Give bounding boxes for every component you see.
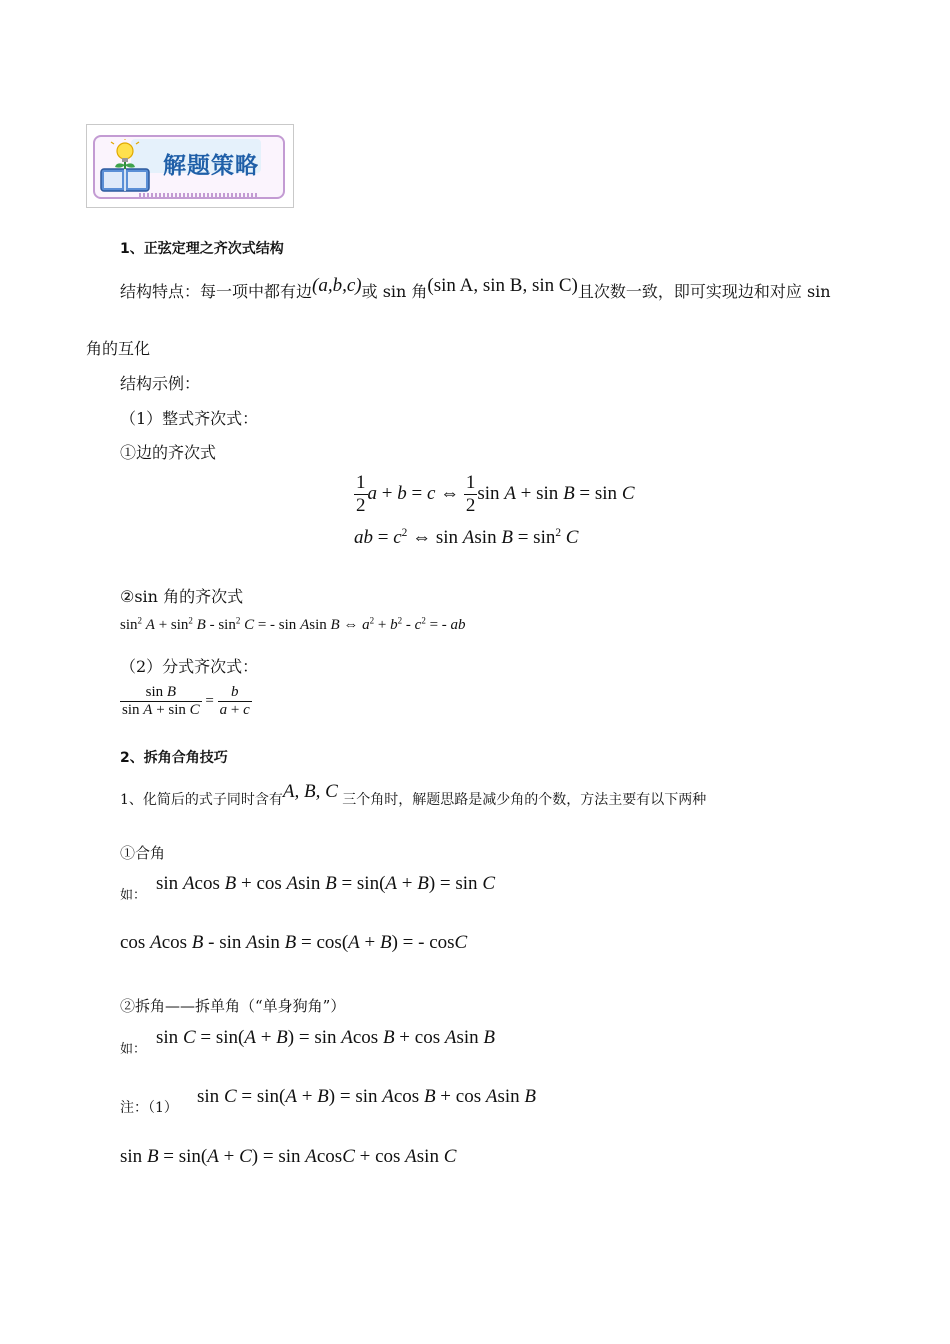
equation-combine-sin: sin Acos B + cos Asin B = sin(A + B) = sin C	[156, 873, 495, 894]
equation-note-2: sin B = sin(A + C) = sin AcosC + cos Asin C	[120, 1146, 457, 1167]
example-label: 结构示例：	[120, 374, 201, 393]
ru-label-1: 如：	[120, 888, 147, 903]
feature-mid: 或 sin 角	[361, 282, 428, 301]
side-label: ①边的齐次式	[120, 443, 217, 462]
structure-feature-line	[120, 275, 831, 303]
equation-split-example: sin C = sin(A + B) = sin Acos B + cos Asin B	[156, 1027, 495, 1048]
section-1-heading: 1、正弦定理之齐次式结构	[120, 241, 284, 257]
equation-ab: ab = $c^2$ ⇔ sin Asin $B = \sin^2 C$	[354, 527, 579, 548]
equation-sin-squares: $\sin^2 A + \sin^2 B - \sin^2 C$ = - sin Asin B ⇔ $a^2 + b^2 - c^2$ = - ab	[120, 615, 466, 633]
feature-pre: 结构特点：每一项中都有边	[120, 282, 313, 301]
feature-post: 且次数一致，即可实现边和对应 sin	[577, 282, 831, 301]
equation-half: $\frac{1}{2}$ a + b = c ⇔ $\frac{1}{2}$ sin A + sin B = sin C	[356, 472, 635, 516]
feature-sins: (sin A, sin B, sin C)	[427, 275, 578, 296]
split-label: ②拆角——拆单角（“单身狗角”）	[120, 997, 346, 1015]
section-2-heading: 2、拆角合角技巧	[120, 750, 228, 766]
banner-title: 解题策略	[163, 153, 259, 179]
integer-label: （1）整式齐次式：	[120, 409, 259, 428]
intro-angles: A, B, C	[282, 781, 338, 802]
intro-pre: 1、化简后的式子同时含有	[120, 792, 283, 808]
ru-label-2: 如：	[120, 1042, 147, 1057]
angle-intro-line	[120, 781, 707, 810]
section-banner	[86, 124, 294, 208]
sin-label: ②sin 角的齐次式	[120, 587, 244, 606]
equation-fraction: $\frac{\text{sin B}}{\text{sin A + sin C}}$ = $\frac{b}{a + c}$	[122, 684, 250, 718]
equation-note-1: sin C = sin(A + B) = sin Acos B + cos Asin B	[197, 1086, 536, 1107]
intro-post: 三个角时，解题思路是减少角的个数，方法主要有以下两种	[342, 792, 707, 808]
note-label: 注：（1）	[120, 1100, 178, 1116]
banner-ruler	[139, 193, 259, 198]
feature-wrap: 角的互化	[86, 339, 151, 358]
fraction-label: （2）分式齐次式：	[120, 657, 259, 676]
equation-combine-cos: cos Acos B - sin Asin B = cos(A + B) = - cosC	[120, 932, 468, 953]
book-lightbulb-icon	[97, 139, 153, 197]
feature-sides: (a,b,c)	[312, 275, 362, 296]
combine-label: ①合角	[120, 844, 166, 862]
